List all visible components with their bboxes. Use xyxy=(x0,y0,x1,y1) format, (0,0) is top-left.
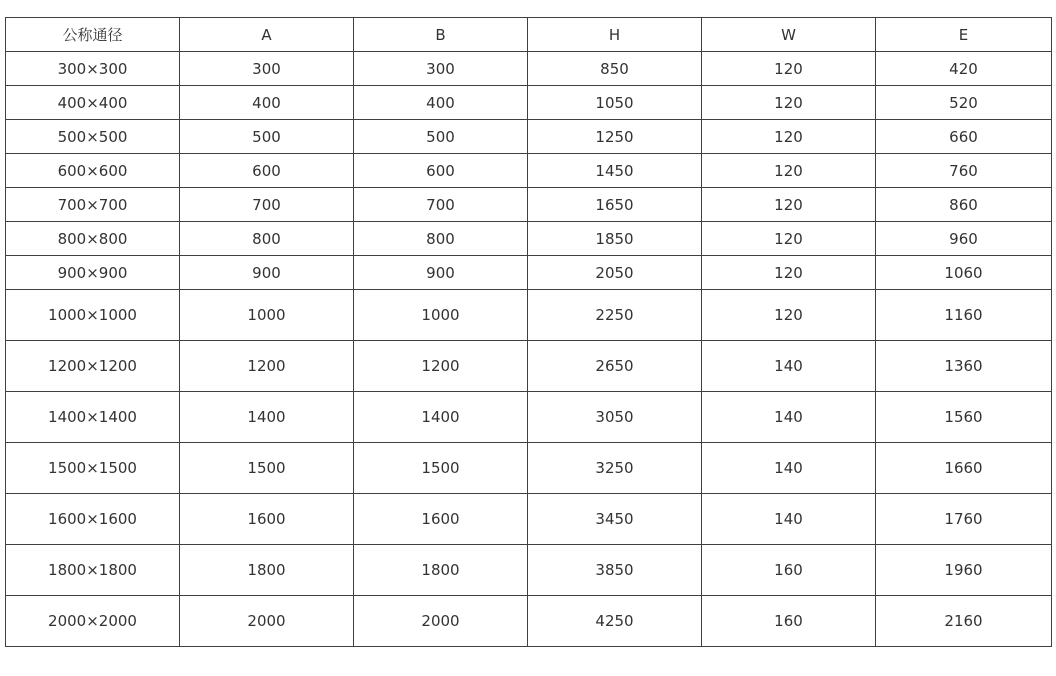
cell-h: 1250 xyxy=(528,120,702,154)
cell-e: 860 xyxy=(876,188,1052,222)
table-row xyxy=(6,494,1052,545)
cell-h: 2050 xyxy=(528,256,702,290)
cell-b: 500 xyxy=(354,120,528,154)
cell-w: 140 xyxy=(702,392,876,443)
cell-b: 400 xyxy=(354,86,528,120)
cell-a: 500 xyxy=(180,120,354,154)
cell-nominal-diameter: 300×300 xyxy=(6,52,180,86)
cell-b: 300 xyxy=(354,52,528,86)
cell-w: 140 xyxy=(702,494,876,545)
cell-b: 2000 xyxy=(354,596,528,647)
table-row xyxy=(6,290,1052,341)
cell-e: 1560 xyxy=(876,392,1052,443)
cell-nominal-diameter: 1000×1000 xyxy=(6,290,180,341)
cell-w: 120 xyxy=(702,256,876,290)
cell-h: 1050 xyxy=(528,86,702,120)
cell-h: 3050 xyxy=(528,392,702,443)
header-h: H xyxy=(528,18,702,52)
cell-w: 120 xyxy=(702,86,876,120)
cell-w: 120 xyxy=(702,52,876,86)
cell-a: 1400 xyxy=(180,392,354,443)
cell-nominal-diameter: 900×900 xyxy=(6,256,180,290)
cell-e: 420 xyxy=(876,52,1052,86)
cell-h: 3850 xyxy=(528,545,702,596)
cell-nominal-diameter: 800×800 xyxy=(6,222,180,256)
cell-nominal-diameter: 2000×2000 xyxy=(6,596,180,647)
cell-w: 160 xyxy=(702,596,876,647)
cell-b: 1000 xyxy=(354,290,528,341)
table-row xyxy=(6,222,1052,256)
table-row xyxy=(6,86,1052,120)
cell-h: 1650 xyxy=(528,188,702,222)
cell-a: 1000 xyxy=(180,290,354,341)
cell-e: 2160 xyxy=(876,596,1052,647)
cell-e: 1660 xyxy=(876,443,1052,494)
cell-nominal-diameter: 1600×1600 xyxy=(6,494,180,545)
cell-e: 1160 xyxy=(876,290,1052,341)
cell-h: 1850 xyxy=(528,222,702,256)
cell-w: 160 xyxy=(702,545,876,596)
table-row xyxy=(6,341,1052,392)
cell-w: 120 xyxy=(702,222,876,256)
cell-a: 300 xyxy=(180,52,354,86)
cell-b: 1600 xyxy=(354,494,528,545)
table-row xyxy=(6,120,1052,154)
table-row xyxy=(6,52,1052,86)
cell-h: 1450 xyxy=(528,154,702,188)
cell-a: 1800 xyxy=(180,545,354,596)
cell-nominal-diameter: 600×600 xyxy=(6,154,180,188)
cell-b: 1200 xyxy=(354,341,528,392)
cell-e: 1360 xyxy=(876,341,1052,392)
header-b: B xyxy=(354,18,528,52)
header-a: A xyxy=(180,18,354,52)
cell-h: 850 xyxy=(528,52,702,86)
cell-e: 960 xyxy=(876,222,1052,256)
cell-e: 1760 xyxy=(876,494,1052,545)
cell-e: 1060 xyxy=(876,256,1052,290)
cell-e: 1960 xyxy=(876,545,1052,596)
table-row xyxy=(6,443,1052,494)
cell-h: 2250 xyxy=(528,290,702,341)
cell-h: 2650 xyxy=(528,341,702,392)
header-w: W xyxy=(702,18,876,52)
cell-nominal-diameter: 700×700 xyxy=(6,188,180,222)
cell-b: 1800 xyxy=(354,545,528,596)
cell-nominal-diameter: 1800×1800 xyxy=(6,545,180,596)
table-header-row xyxy=(6,18,1052,52)
table-row xyxy=(6,256,1052,290)
table-row xyxy=(6,596,1052,647)
cell-nominal-diameter: 1200×1200 xyxy=(6,341,180,392)
cell-b: 900 xyxy=(354,256,528,290)
cell-b: 1500 xyxy=(354,443,528,494)
cell-a: 400 xyxy=(180,86,354,120)
spec-table-container xyxy=(5,17,1051,647)
header-e: E xyxy=(876,18,1052,52)
cell-b: 600 xyxy=(354,154,528,188)
cell-b: 700 xyxy=(354,188,528,222)
cell-w: 140 xyxy=(702,443,876,494)
cell-e: 760 xyxy=(876,154,1052,188)
dimension-spec-table xyxy=(5,17,1052,647)
cell-e: 520 xyxy=(876,86,1052,120)
cell-w: 140 xyxy=(702,341,876,392)
cell-nominal-diameter: 1400×1400 xyxy=(6,392,180,443)
cell-nominal-diameter: 500×500 xyxy=(6,120,180,154)
cell-b: 800 xyxy=(354,222,528,256)
cell-h: 3450 xyxy=(528,494,702,545)
cell-a: 800 xyxy=(180,222,354,256)
cell-nominal-diameter: 1500×1500 xyxy=(6,443,180,494)
cell-a: 1600 xyxy=(180,494,354,545)
cell-a: 2000 xyxy=(180,596,354,647)
cell-a: 600 xyxy=(180,154,354,188)
cell-e: 660 xyxy=(876,120,1052,154)
cell-b: 1400 xyxy=(354,392,528,443)
table-row xyxy=(6,188,1052,222)
cell-w: 120 xyxy=(702,120,876,154)
cell-a: 1500 xyxy=(180,443,354,494)
cell-a: 700 xyxy=(180,188,354,222)
cell-a: 900 xyxy=(180,256,354,290)
table-row xyxy=(6,392,1052,443)
cell-h: 4250 xyxy=(528,596,702,647)
cell-w: 120 xyxy=(702,188,876,222)
table-row xyxy=(6,154,1052,188)
cell-h: 3250 xyxy=(528,443,702,494)
header-nominal-diameter: 公称通径 xyxy=(6,18,180,52)
cell-w: 120 xyxy=(702,290,876,341)
cell-w: 120 xyxy=(702,154,876,188)
table-row xyxy=(6,545,1052,596)
cell-a: 1200 xyxy=(180,341,354,392)
cell-nominal-diameter: 400×400 xyxy=(6,86,180,120)
